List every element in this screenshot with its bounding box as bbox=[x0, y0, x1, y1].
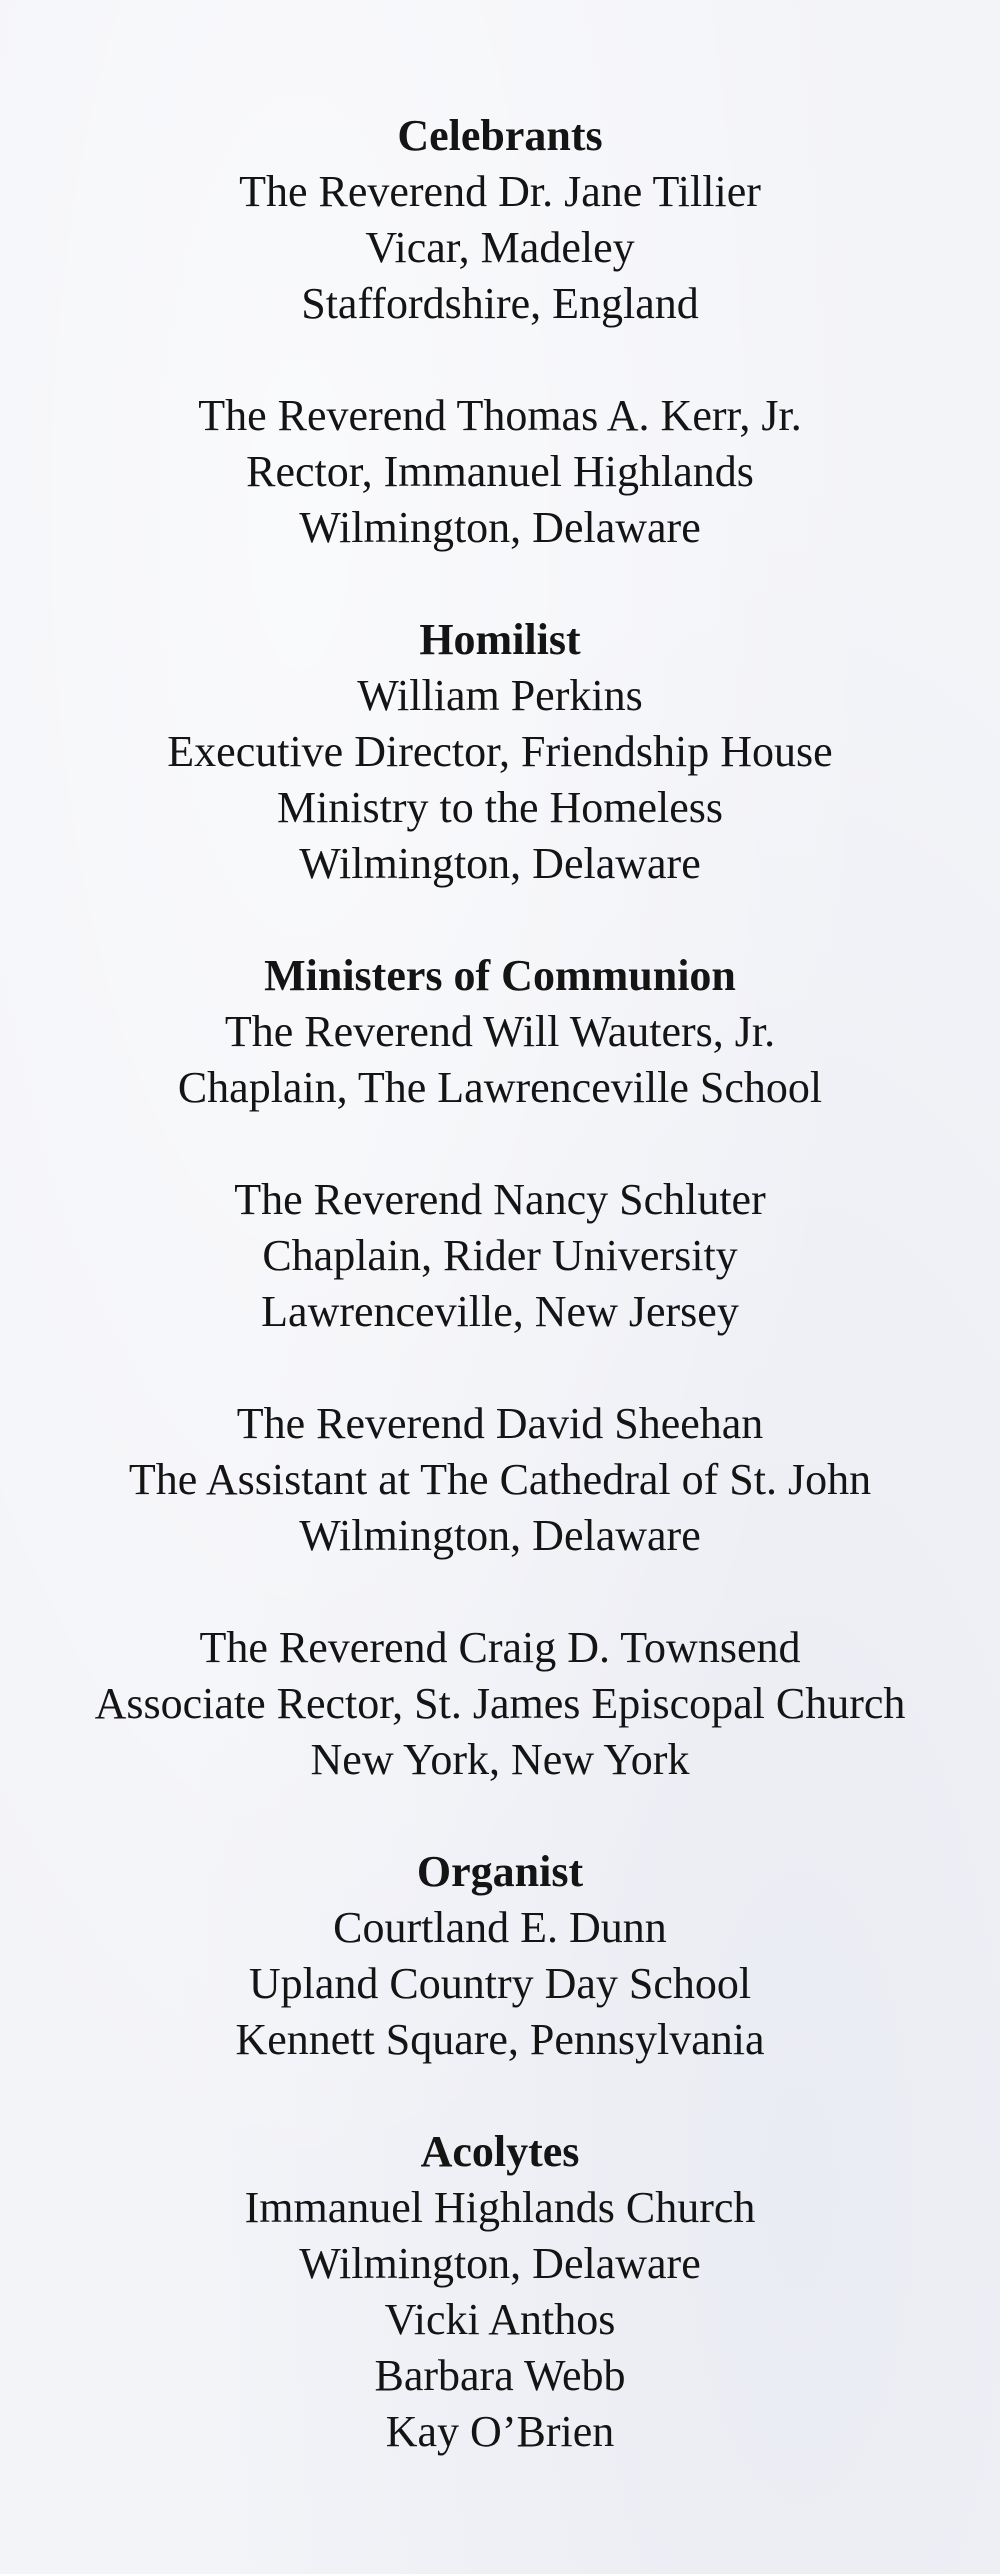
section-homilist bbox=[0, 612, 1000, 892]
person-name: The Reverend David Sheehan bbox=[236, 1399, 764, 1448]
person-name: The Reverend Thomas A. Kerr, Jr. bbox=[198, 391, 802, 440]
person-location: Kennett Square, Pennsylvania bbox=[235, 2015, 765, 2064]
section-ministers-of-communion bbox=[0, 948, 1000, 1788]
person-title: Rector, Immanuel Highlands bbox=[246, 447, 754, 496]
person-name: Barbara Webb bbox=[374, 2351, 626, 2400]
person-location: Wilmington, Delaware bbox=[299, 503, 701, 552]
person-name: William Perkins bbox=[357, 671, 643, 720]
person-location: Staffordshire, England bbox=[301, 279, 699, 328]
person-entry bbox=[0, 1620, 1000, 1788]
person-title: Executive Director, Friendship House bbox=[167, 727, 833, 776]
person-organization: Immanuel Highlands Church bbox=[244, 2183, 756, 2232]
section-celebrants bbox=[0, 108, 1000, 556]
person-title: Associate Rector, St. James Episcopal Church bbox=[94, 1679, 906, 1728]
person-entry bbox=[0, 1396, 1000, 1564]
person-title: Vicar, Madeley bbox=[365, 223, 635, 272]
person-entry bbox=[0, 668, 1000, 892]
person-name: Kay O’Brien bbox=[385, 2407, 615, 2456]
person-title: Chaplain, Rider University bbox=[262, 1231, 738, 1280]
person-name: The Reverend Nancy Schluter bbox=[234, 1175, 766, 1224]
person-name: Vicki Anthos bbox=[384, 2295, 616, 2344]
person-name: The Reverend Will Wauters, Jr. bbox=[224, 1007, 776, 1056]
section-heading: Ministers of Communion bbox=[264, 951, 736, 1000]
person-entry bbox=[0, 164, 1000, 332]
section-organist bbox=[0, 1844, 1000, 2068]
person-entry bbox=[0, 388, 1000, 556]
person-location: Wilmington, Delaware bbox=[299, 1511, 701, 1560]
person-organization: Upland Country Day School bbox=[248, 1959, 752, 2008]
section-heading: Homilist bbox=[419, 615, 581, 664]
section-heading: Celebrants bbox=[397, 111, 603, 160]
person-organization: Ministry to the Homeless bbox=[276, 783, 724, 832]
person-entry bbox=[0, 1004, 1000, 1116]
person-title: Chaplain, The Lawrenceville School bbox=[177, 1063, 823, 1112]
person-location: New York, New York bbox=[310, 1735, 690, 1784]
person-name: Courtland E. Dunn bbox=[333, 1903, 667, 1952]
section-heading: Acolytes bbox=[420, 2127, 580, 2176]
person-location: Wilmington, Delaware bbox=[299, 2239, 701, 2288]
section-heading: Organist bbox=[416, 1847, 584, 1896]
person-entry bbox=[0, 1900, 1000, 2068]
person-name: The Reverend Dr. Jane Tillier bbox=[239, 167, 761, 216]
person-title: The Assistant at The Cathedral of St. John bbox=[128, 1455, 872, 1504]
person-location: Lawrenceville, New Jersey bbox=[261, 1287, 739, 1336]
person-location: Wilmington, Delaware bbox=[299, 839, 701, 888]
person-name: The Reverend Craig D. Townsend bbox=[199, 1623, 801, 1672]
person-entry bbox=[0, 2180, 1000, 2460]
person-entry bbox=[0, 1172, 1000, 1340]
section-acolytes bbox=[0, 2124, 1000, 2460]
